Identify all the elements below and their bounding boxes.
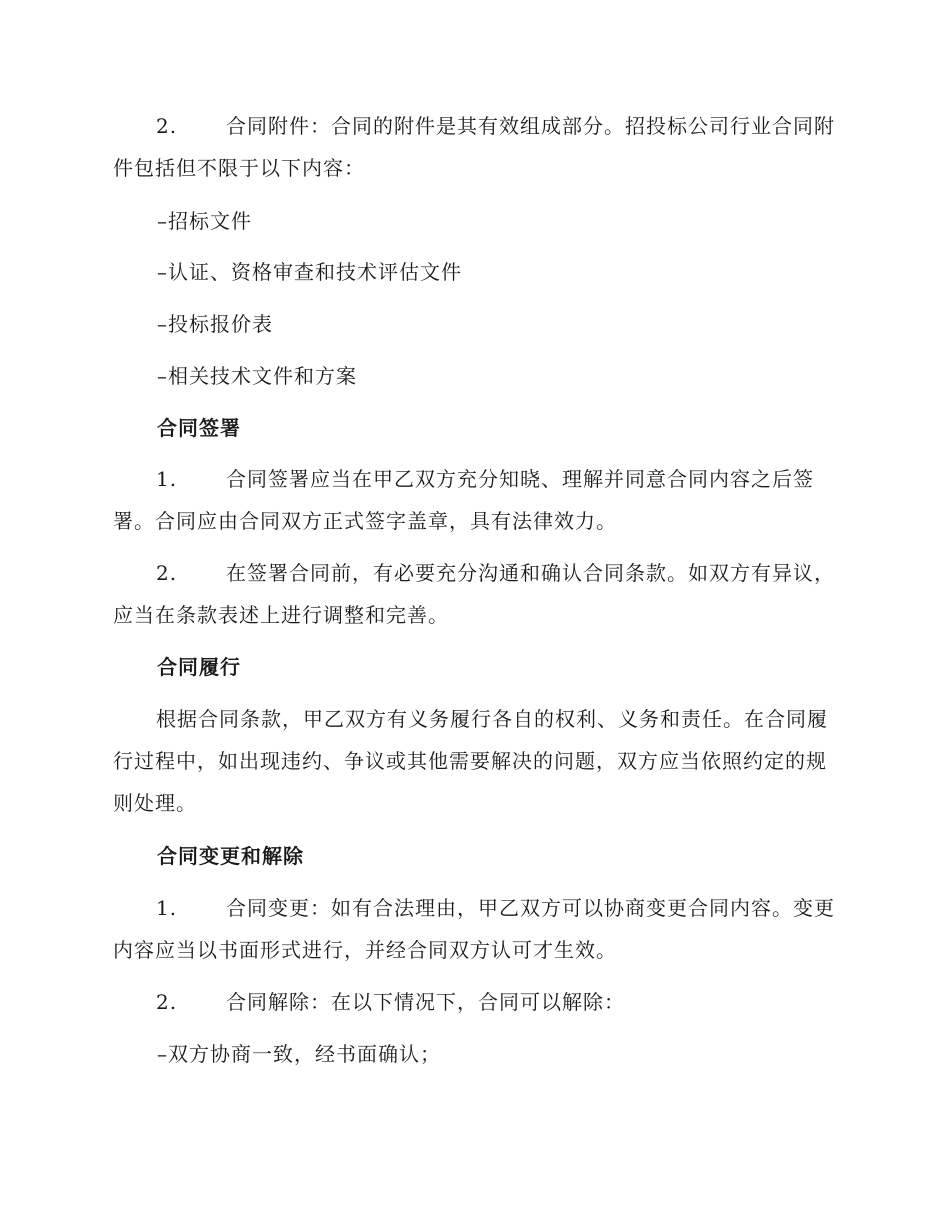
item-text: 在签署合同前，有必要充分沟通和确认合同条款。如双方有异议，应当在条款表述上进行调整和完善。 <box>113 561 835 627</box>
change-item <box>113 981 835 1023</box>
item-text: 合同解除：在以下情况下，合同可以解除： <box>226 990 625 1014</box>
termination-list-item: –双方协商一致，经书面确认； <box>157 1042 441 1066</box>
item-number: 1. <box>156 467 178 491</box>
attachment-list-item: –相关技术文件和方案 <box>157 364 357 388</box>
signing-item <box>113 458 835 542</box>
item-number: 1. <box>156 896 178 920</box>
attachment-list-item: –认证、资格审查和技术评估文件 <box>157 260 462 284</box>
section-heading-signing: 合同签署 <box>157 416 241 440</box>
section-heading-performance: 合同履行 <box>157 655 241 679</box>
attachment-list-item: –投标报价表 <box>157 312 273 336</box>
item-number: 2. <box>156 990 178 1014</box>
item-number: 2. <box>156 561 178 585</box>
item-text: 合同变更：如有合法理由，甲乙双方可以协商变更合同内容。变更内容应当以书面形式进行，并经合同双方认可才生效。 <box>113 896 835 962</box>
attachment-list-item: –招标文件 <box>157 209 252 233</box>
signing-item <box>113 552 835 636</box>
item-text: 合同附件：合同的附件是其有效组成部分。招投标公司行业合同附件包括但不限于以下内容： <box>113 114 835 180</box>
item-text: 合同签署应当在甲乙双方充分知晓、理解并同意合同内容之后签署。合同应由合同双方正式签字盖章，具有法律效力。 <box>113 467 814 533</box>
item-number: 2. <box>156 114 178 138</box>
attachments-item <box>113 105 835 189</box>
section-heading-change: 合同变更和解除 <box>157 844 304 868</box>
performance-paragraph: 根据合同条款，甲乙双方有义务履行各自的权利、义务和责任。在合同履行过程中，如出现违约、争议或其他需要解决的问题，双方应当依照约定的规则处理。 <box>113 707 828 815</box>
change-item <box>113 887 835 971</box>
